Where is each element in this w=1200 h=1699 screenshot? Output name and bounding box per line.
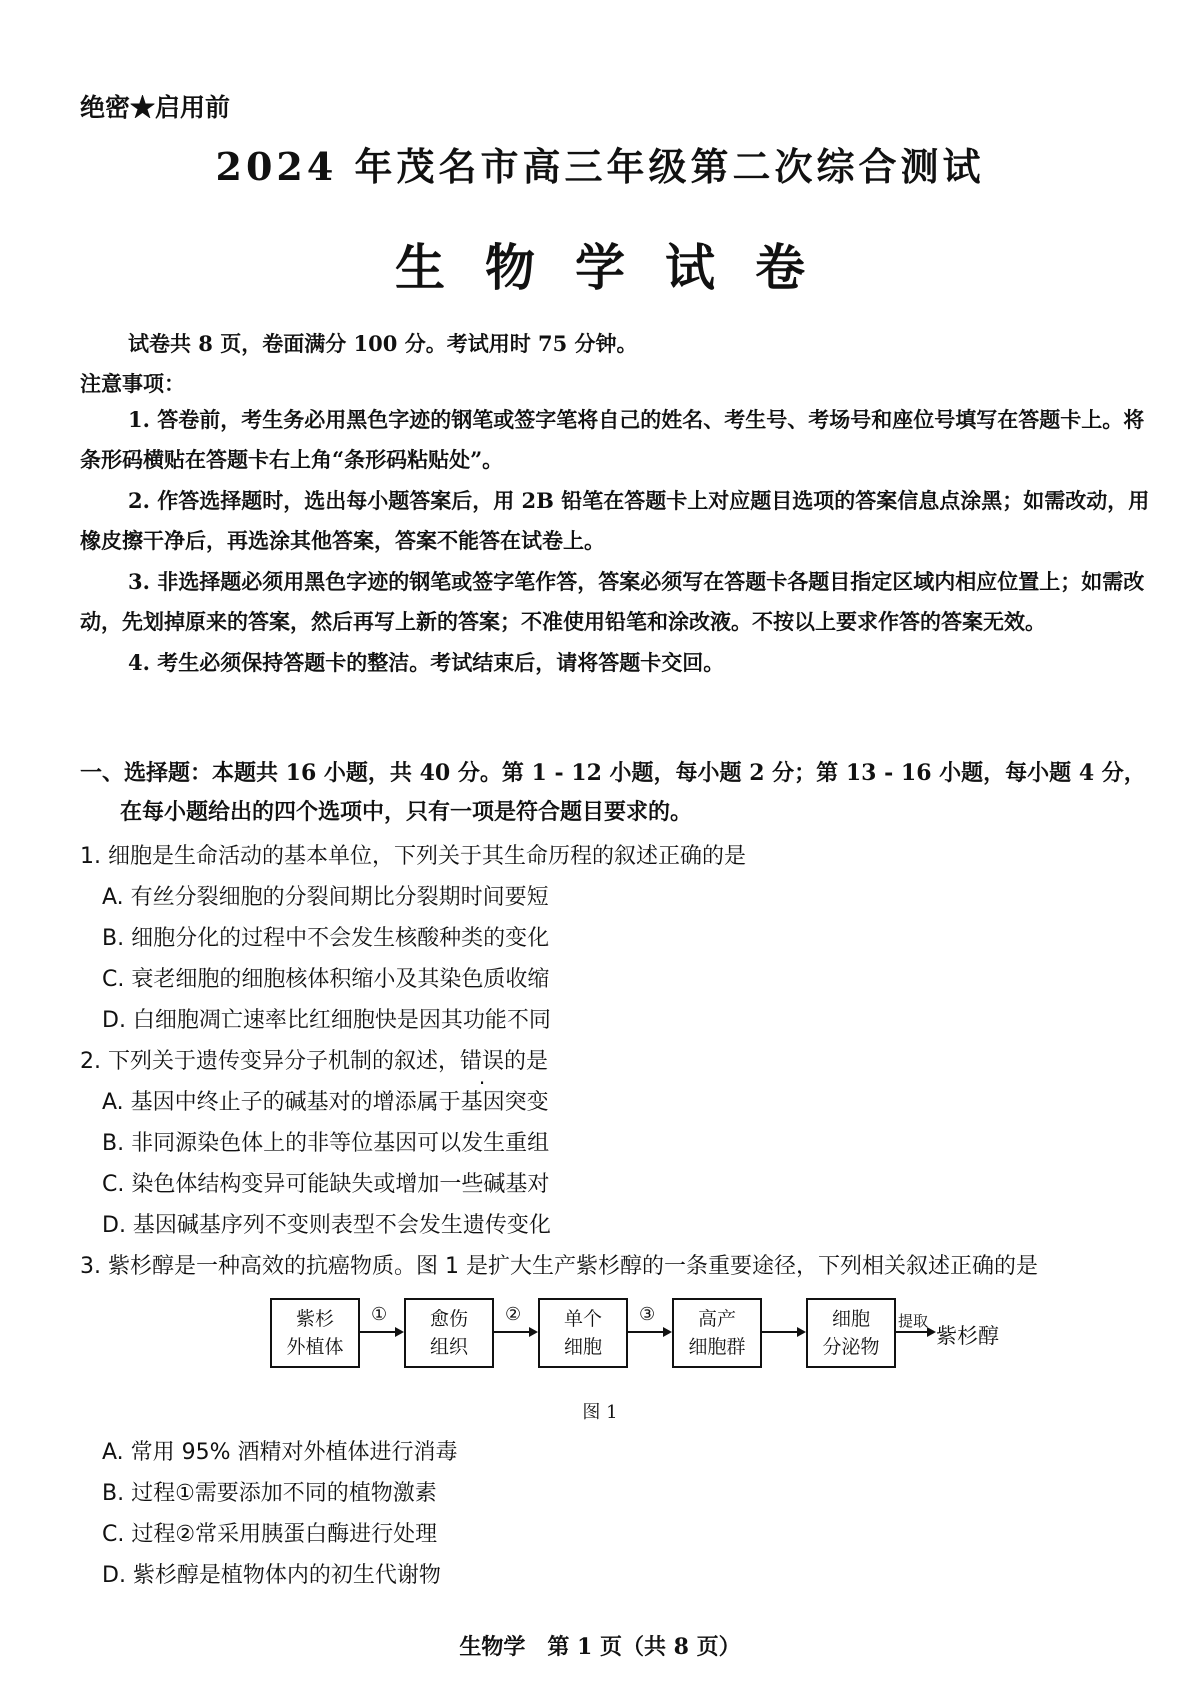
notice-heading: 注意事项：: [80, 371, 185, 396]
section-heading-text: 一、选择题：本题共 16 小题，共 40 分。第 1 - 12 小题，每小题 2 分；第 13 - 16 小题，每小题 4 分，在每小题给出的四个选项中，只有一项是符合题目要求的。: [80, 760, 1146, 825]
flow-box-high-yield: 高产 细胞群: [672, 1298, 762, 1368]
flow-box-secretion: 细胞 分泌物: [806, 1298, 896, 1368]
flow-step-1: ①: [371, 1304, 388, 1325]
notice-item: 4. 考生必须保持答题卡的整洁。考试结束后，请将答题卡交回。: [128, 650, 725, 675]
notice-item: 2. 作答选择题时，选出每小题答案后，用 2B 铅笔在答题卡上对应题目选项的答案信息点涂黑；如需改动，用橡皮擦干净后，再选涂其他答案，答案不能答在试卷上。: [80, 488, 1150, 553]
flow-box-single-cell: 单个 细胞: [538, 1298, 628, 1368]
section-heading: [80, 754, 1155, 832]
question-list: [80, 836, 1160, 1287]
question-3-options: [102, 1432, 458, 1596]
flow-arrow: [896, 1331, 934, 1333]
question-2-emphasis: 错误: [460, 1049, 505, 1074]
flow-arrow: [494, 1331, 536, 1333]
question-1-option-c: C. 衰老细胞的细胞核体积缩小及其染色质收缩: [102, 967, 550, 992]
question-3-option-d: D. 紫杉醇是植物体内的初生代谢物: [102, 1563, 441, 1588]
question-2-option-b: B. 非同源染色体上的非等位基因可以发生重组: [102, 1131, 550, 1156]
subject-title: 生物学试卷: [395, 238, 845, 297]
secret-label: 绝密★启用前: [80, 93, 231, 122]
flow-diagram: [270, 1298, 1030, 1378]
flow-product: 紫杉醇: [936, 1324, 999, 1348]
flow-box-callus: 愈伤 组织: [404, 1298, 494, 1368]
notice-list: [80, 400, 1150, 684]
question-2-stem: [80, 1041, 1160, 1082]
notice-item: 3. 非选择题必须用黑色字迹的钢笔或签字笔作答，答案必须写在答题卡各题目指定区域内相应位置上；如需改动，先划掉原来的答案，然后再写上新的答案；不准使用铅笔和涂改液。不按以上要求作答的答案无效。: [80, 569, 1145, 634]
question-3-option-a: A. 常用 95% 酒精对外植体进行消毒: [102, 1440, 458, 1465]
flow-extract-label: 提取: [898, 1312, 929, 1330]
question-3-option-c: C. 过程②常采用胰蛋白酶进行处理: [102, 1522, 438, 1547]
question-3-option-b: B. 过程①需要添加不同的植物激素: [102, 1481, 437, 1506]
flow-arrow: [360, 1331, 402, 1333]
notice-item: 1. 答卷前，考生务必用黑色字迹的钢笔或签字笔将自己的姓名、考生号、考场号和座位号填写在答题卡上。将条形码横贴在答题卡右上角“条形码粘贴处”。: [80, 407, 1145, 472]
question-1-option-b: B. 细胞分化的过程中不会发生核酸种类的变化: [102, 926, 550, 951]
flow-arrow: [762, 1331, 804, 1333]
exam-intro: 试卷共 8 页，卷面满分 100 分。考试用时 75 分钟。: [128, 331, 638, 356]
question-1-option-d: D. 白细胞凋亡速率比红细胞快是因其功能不同: [102, 1008, 551, 1033]
exam-title: 2024 年茂名市高三年级第二次综合测试: [215, 144, 985, 189]
question-3-stem: 3. 紫杉醇是一种高效的抗癌物质。图 1 是扩大生产紫杉醇的一条重要途径，下列相关叙述正确的是: [80, 1254, 1038, 1279]
flow-step-2: ②: [505, 1304, 522, 1325]
question-1-stem: 1. 细胞是生命活动的基本单位，下列关于其生命历程的叙述正确的是: [80, 844, 746, 869]
question-2-option-d: D. 基因碱基序列不变则表型不会发生遗传变化: [102, 1213, 551, 1238]
page-footer: 生物学 第 1 页（共 8 页）: [459, 1634, 741, 1660]
flow-box-explant: 紫杉 外植体: [270, 1298, 360, 1368]
flow-step-3: ③: [639, 1304, 656, 1325]
figure-caption: 图 1: [582, 1402, 618, 1423]
question-1-option-a: A. 有丝分裂细胞的分裂间期比分裂期时间要短: [102, 885, 549, 910]
question-2-option-c: C. 染色体结构变异可能缺失或增加一些碱基对: [102, 1172, 550, 1197]
question-2-stem-end: 的是: [504, 1049, 549, 1074]
flow-arrow: [628, 1331, 670, 1333]
question-2-stem-start: 2. 下列关于遗传变异分子机制的叙述，: [80, 1049, 460, 1074]
question-2-option-a: A. 基因中终止子的碱基对的增添属于基因突变: [102, 1090, 549, 1115]
